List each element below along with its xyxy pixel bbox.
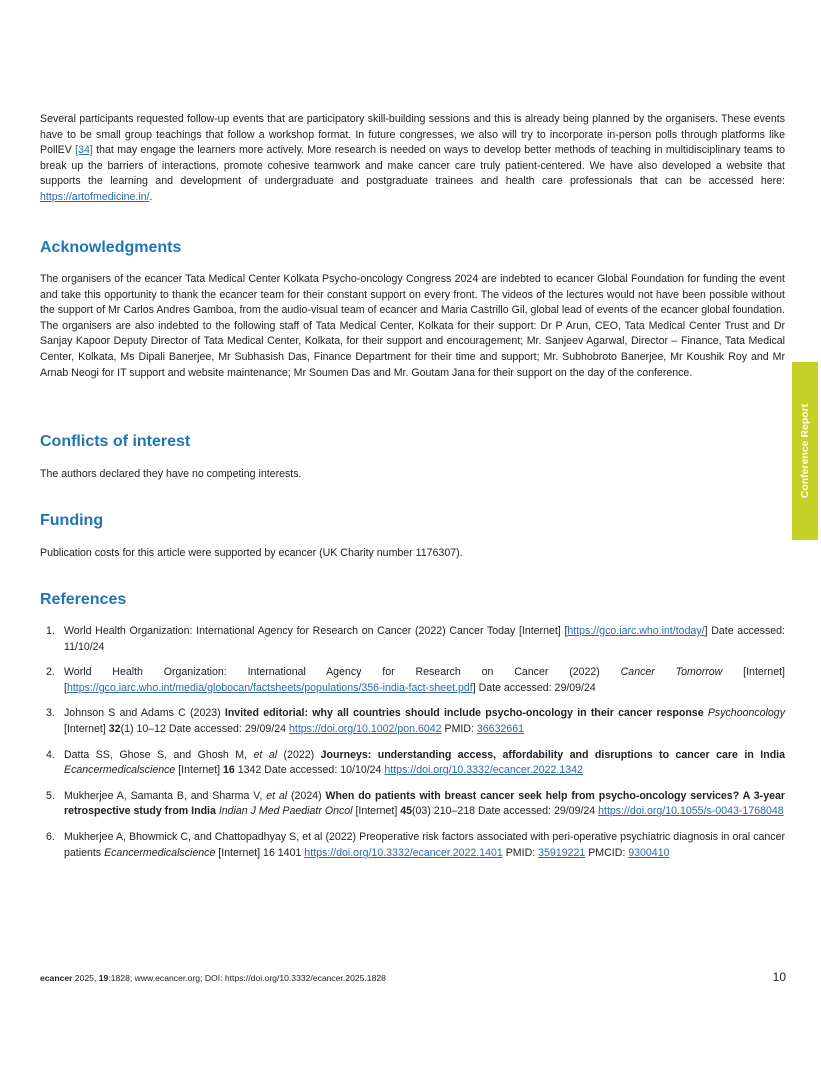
reference-title: Cancer Tomorrow	[620, 666, 723, 679]
reference-title: Invited editorial: why all countries should include psycho-oncology in their cancer response	[224, 707, 704, 720]
reference-text: World Health Organization: International Agency for Research on Cancer (2022) Cancer Today [Internet] [	[64, 625, 568, 637]
footer-year: 2025,	[72, 973, 99, 983]
reference-text: World Health Organization: International Agency for Research on Cancer (2022)	[64, 666, 621, 679]
acknowledgments-heading: Acknowledgments	[40, 239, 182, 256]
acknowledgments-text: The organisers of the ecancer Tata Medical Center Kolkata Psycho-oncology Congress 2024 are indebted to ecancer Global Foundation for funding the event and take this opportunity to thank the ecancer team for their constant support on every front. The videos of the lectures would not have been possible without the support of Mr Carlos Andres Gamboa, from the audio-visual team of ecancer and Maria Castrillo Gil, global lead of events of the ecancer global foundation. The organisers are also indebted to the following staff of Tata Medical Center, Kolkata for their support: Dr P Arun, CEO, Tata Medical Center Trust and Dr Sanjay Kapoor Deputy Director of Tata Medical Center, Kolkata, for their support and encouragement; Mr. Sanjeev Agarwal, Director – Finance, Tata Medical Center, Kolkata, Ms Dipali Banerjee, Mr Subhasish Das, Finance Department for their time and support; Mr. Subhobroto Banerjee, Mr Koushik Roy and Mr Arnab Neogi for IT support and website maintenance; Mr Soumen Das and Mr. Goutam Jana for their support on the day of the conference.	[40, 273, 785, 379]
reference-number: 6.	[46, 830, 55, 843]
intro-text-2: that may engage the learners more actively. More research is needed on ways to develop better methods of teaching in multidisciplinary teams to break up the barriers of interactions, promote cohesive teamwork and make cancer care truly patient-centered. We have also developed a website that supports the learning and development of undergraduate and postgraduate trainees and health care professionals that can be accessed here:	[40, 144, 785, 188]
reference-item	[40, 789, 785, 820]
footer-volume: 19	[98, 973, 109, 983]
reference-url[interactable]: https://doi.org/10.3332/ecancer.2022.1342	[384, 764, 583, 777]
reference-etal: et al	[266, 789, 288, 802]
conflicts-heading: Conflicts of interest	[40, 433, 191, 450]
acknowledgments-section	[40, 238, 785, 381]
reference-tail: ] Date accessed: 29/09/24	[472, 681, 596, 694]
footer-brand: ecancer	[40, 973, 73, 983]
reference-item	[40, 706, 785, 737]
conflicts-text: The authors declared they have no competing interests.	[40, 468, 302, 480]
reference-number: 3.	[46, 707, 55, 720]
reference-text: (1) 10–12 Date accessed: 29/09/24	[120, 722, 289, 735]
conflicts-section	[40, 432, 785, 483]
reference-tail: PMID:	[502, 846, 539, 859]
footer-citation: :1828; www.ecancer.org; DOI: https://doi.org/10.3332/ecancer.2025.1828	[108, 973, 386, 983]
references-heading: References	[40, 591, 127, 608]
reference-journal: Indian J Med Paediatr Oncol	[215, 805, 353, 818]
reference-etal: et al	[253, 748, 278, 761]
intro-end-punct: .	[149, 190, 153, 203]
reference-number: 4.	[46, 748, 55, 761]
reference-tail: PMCID:	[585, 846, 629, 859]
conference-report-tab	[792, 362, 818, 540]
conference-report-label: Conference Report	[799, 403, 811, 499]
reference-journal: Ecancermedicalscience	[104, 846, 216, 859]
reference-journal: Ecancermedicalscience	[64, 764, 176, 777]
intro-section	[40, 112, 785, 206]
intro-text-1: Several participants requested follow-up events that are participatory skill-building sessions and this is already being planned by the organisers. These events have to be small group teachings that follow a workshop format. In future congresses, we also will try to incorporate in-person polls through platforms like PollEV	[40, 113, 785, 157]
reference-list	[40, 624, 785, 861]
intro-paragraph	[40, 112, 785, 206]
reference-number: 5.	[46, 789, 55, 802]
reference-tail: ] Date accessed: 11/10/24	[64, 625, 785, 653]
funding-section	[40, 511, 785, 562]
reference-text: [Internet] [	[64, 666, 785, 694]
citation-link-34[interactable]: [34]	[75, 144, 93, 157]
reference-item	[40, 624, 785, 655]
reference-text: Mukherjee A, Bhowmick C, and Chattopadhyay S, et al (2022) Preoperative risk factors associated with peri-operative psychiatric diagnosis in oral cancer patients	[64, 830, 785, 859]
reference-url[interactable]: https://gco.iarc.who.int/media/globocan/factsheets/populations/356-india-fact-sheet.pdf	[66, 681, 473, 694]
reference-volume: 32	[108, 722, 121, 735]
reference-item	[40, 830, 785, 861]
reference-text: (03) 210–218 Date accessed: 29/09/24	[412, 805, 599, 818]
reference-item	[40, 665, 785, 696]
reference-journal: Psychooncology	[703, 707, 785, 720]
page-footer	[40, 973, 785, 983]
reference-url[interactable]: https://doi.org/10.1055/s-0043-1768048	[598, 805, 784, 818]
reference-text: [Internet]	[175, 764, 223, 777]
reference-text: [Internet] 16 1401	[215, 846, 305, 859]
reference-url[interactable]: https://gco.iarc.who.int/today/	[567, 625, 705, 637]
reference-url[interactable]: https://doi.org/10.3332/ecancer.2022.1401	[304, 846, 503, 859]
reference-url[interactable]: https://doi.org/10.1002/pon.6042	[289, 722, 442, 735]
references-section	[40, 590, 785, 871]
reference-item	[40, 748, 785, 779]
reference-volume: 45	[400, 805, 413, 818]
website-link[interactable]: https://artofmedicine.in/	[40, 190, 150, 203]
reference-text: [Internet]	[352, 805, 401, 818]
reference-pmcid-link[interactable]: 9300410	[628, 846, 670, 859]
reference-title: Journeys: understanding access, affordability and disruptions to cancer care in India	[320, 748, 785, 761]
reference-text: [Internet]	[64, 722, 109, 735]
funding-text: Publication costs for this article were supported by ecancer (UK Charity number 1176307).	[40, 547, 463, 559]
reference-text: (2024)	[287, 789, 326, 802]
reference-volume: 16	[223, 764, 235, 777]
reference-tail: PMID:	[441, 722, 477, 735]
funding-heading: Funding	[40, 512, 104, 529]
reference-text: 1342 Date accessed: 10/10/24	[234, 764, 385, 777]
reference-number: 1.	[46, 625, 55, 637]
reference-text: Datta SS, Ghose S, and Ghosh M,	[64, 748, 254, 761]
reference-text: Mukherjee A, Samanta B, and Sharma V,	[64, 789, 267, 802]
reference-text: (2022)	[277, 748, 321, 761]
reference-pmid-link[interactable]: 36632661	[476, 722, 525, 735]
reference-title: When do patients with breast cancer seek help from psycho-oncology services? A 3-year retrospective study from India	[64, 789, 785, 818]
page-number: 10	[772, 970, 786, 984]
reference-pmid-link[interactable]: 35919221	[538, 846, 586, 859]
reference-number: 2.	[46, 666, 55, 679]
reference-text: Johnson S and Adams C (2023)	[64, 707, 225, 720]
